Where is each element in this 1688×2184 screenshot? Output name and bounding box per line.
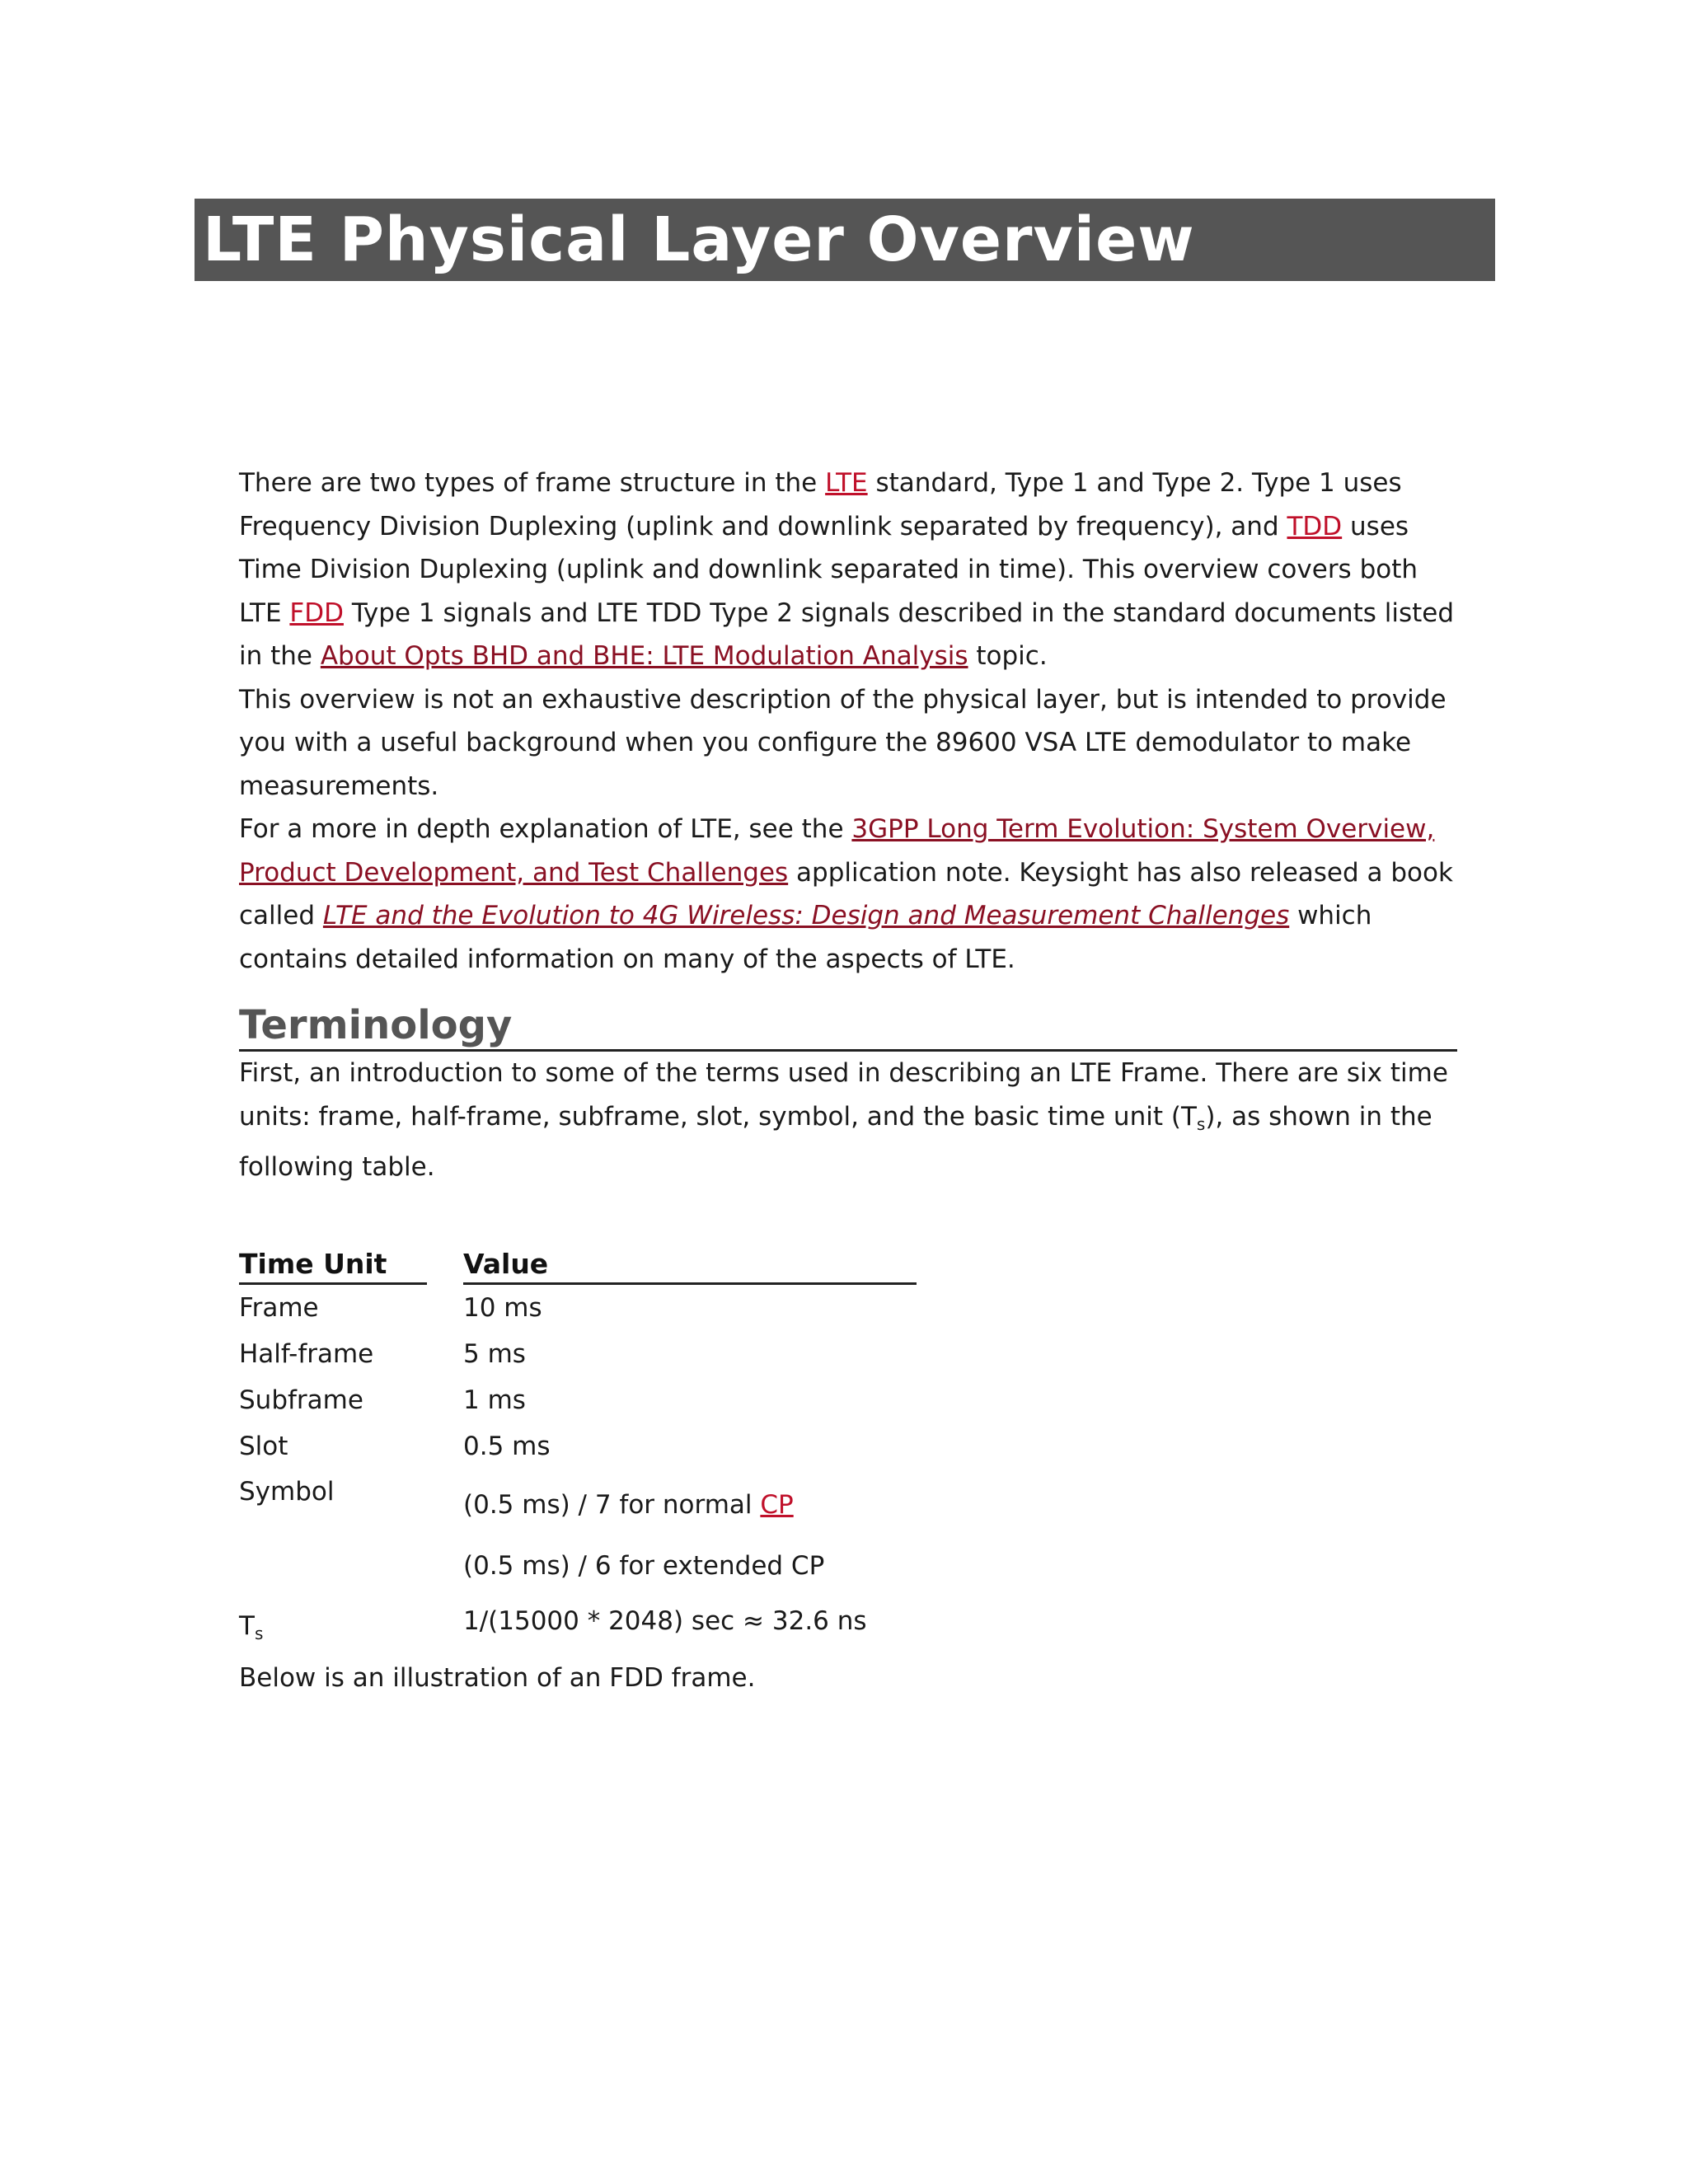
intro-paragraph-2: This overview is not an exhaustive description of the physical layer, but is intended to provide you with a useful background when you configure the 89600 VSA LTE demodulator to make measurements. xyxy=(239,684,1447,801)
intro-text: For a more in depth explanation of LTE, see the xyxy=(239,814,852,844)
terminology-text: ), as shown in the following table. xyxy=(239,1101,1432,1182)
table-row xyxy=(239,1285,1146,1331)
intro-text: application note. Keysight has also released a book called xyxy=(239,857,1453,930)
fdd-link[interactable]: FDD xyxy=(289,598,344,628)
cell-value: 1 ms xyxy=(463,1385,526,1415)
cell-unit: Frame xyxy=(239,1292,319,1323)
section-heading-terminology: Terminology xyxy=(239,1001,1457,1052)
terminology-intro xyxy=(239,1052,1459,1189)
intro-text: uses Time Division Duplexing (uplink and downlink separated in time). This overview covers both LTE xyxy=(239,511,1418,628)
symbol-extended-cp: (0.5 ms) / 6 for extended CP xyxy=(463,1550,825,1581)
symbol-normal-cp xyxy=(463,1483,1040,1527)
cell-value: 1/(15000 * 2048) sec ≈ 32.6 ns xyxy=(463,1605,867,1636)
intro-text: which contains detailed information on many of the aspects of LTE. xyxy=(239,901,1372,974)
terminology-text: First, an introduction to some of the terms used in describing an LTE Frame. There are six time units: frame, half-frame, subframe, slot, symbol, and the basic time unit (T xyxy=(239,1058,1448,1132)
book-link[interactable]: LTE and the Evolution to 4G Wireless: Design and Measurement Challenges xyxy=(322,901,1290,930)
title-banner xyxy=(195,199,1495,281)
cell-unit: Half-frame xyxy=(239,1338,374,1369)
lte-link[interactable]: LTE xyxy=(825,468,868,498)
symbol-normal-text: (0.5 ms) / 7 for normal xyxy=(463,1489,761,1520)
table-row xyxy=(239,1331,1146,1377)
about-opts-link[interactable]: About Opts BHD and BHE: LTE Modulation Analysis xyxy=(320,641,968,671)
table-header xyxy=(239,1245,1146,1285)
time-unit-table xyxy=(239,1245,1146,1657)
table-row xyxy=(239,1377,1146,1423)
intro-text: Type 1 signals and LTE TDD Type 2 signals described in the standard documents listed in the xyxy=(239,598,1455,671)
intro-paragraph-1 xyxy=(239,462,1459,678)
intro-text: topic. xyxy=(968,641,1048,671)
intro-paragraph-3 xyxy=(239,808,1459,981)
cell-unit: Slot xyxy=(239,1431,288,1461)
subscript-s: s xyxy=(254,1623,264,1643)
cell-value: 0.5 ms xyxy=(463,1431,551,1461)
table-row-symbol xyxy=(239,1469,1146,1588)
cell-unit xyxy=(239,1598,427,1657)
intro-text: standard, Type 1 and Type 2. Type 1 uses Frequency Division Duplexing (uplink and downlink separated by frequency), and xyxy=(239,468,1402,541)
ts-symbol: T xyxy=(239,1610,255,1641)
table-row-ts xyxy=(239,1598,1146,1657)
app-note-link[interactable]: 3GPP Long Term Evolution: System Overview, Product Development, and Test Challenges xyxy=(239,814,1435,888)
closing-paragraph: Below is an illustration of an FDD frame. xyxy=(239,1662,756,1693)
page-title: LTE Physical Layer Overview xyxy=(203,204,1195,275)
cell-unit: Symbol xyxy=(239,1476,335,1507)
intro-text: There are two types of frame structure in the xyxy=(239,468,826,498)
cell-unit: Subframe xyxy=(239,1385,363,1415)
main-content xyxy=(239,462,1459,1699)
tdd-link[interactable]: TDD xyxy=(1287,511,1343,541)
cp-link[interactable]: CP xyxy=(760,1489,794,1520)
subscript-s: s xyxy=(1196,1113,1206,1134)
column-header-value: Value xyxy=(463,1246,917,1285)
cell-value xyxy=(463,1469,1040,1588)
cell-value: 10 ms xyxy=(463,1292,542,1323)
column-header-time-unit: Time Unit xyxy=(239,1246,427,1285)
cell-value: 5 ms xyxy=(463,1338,526,1369)
table-row xyxy=(239,1423,1146,1469)
